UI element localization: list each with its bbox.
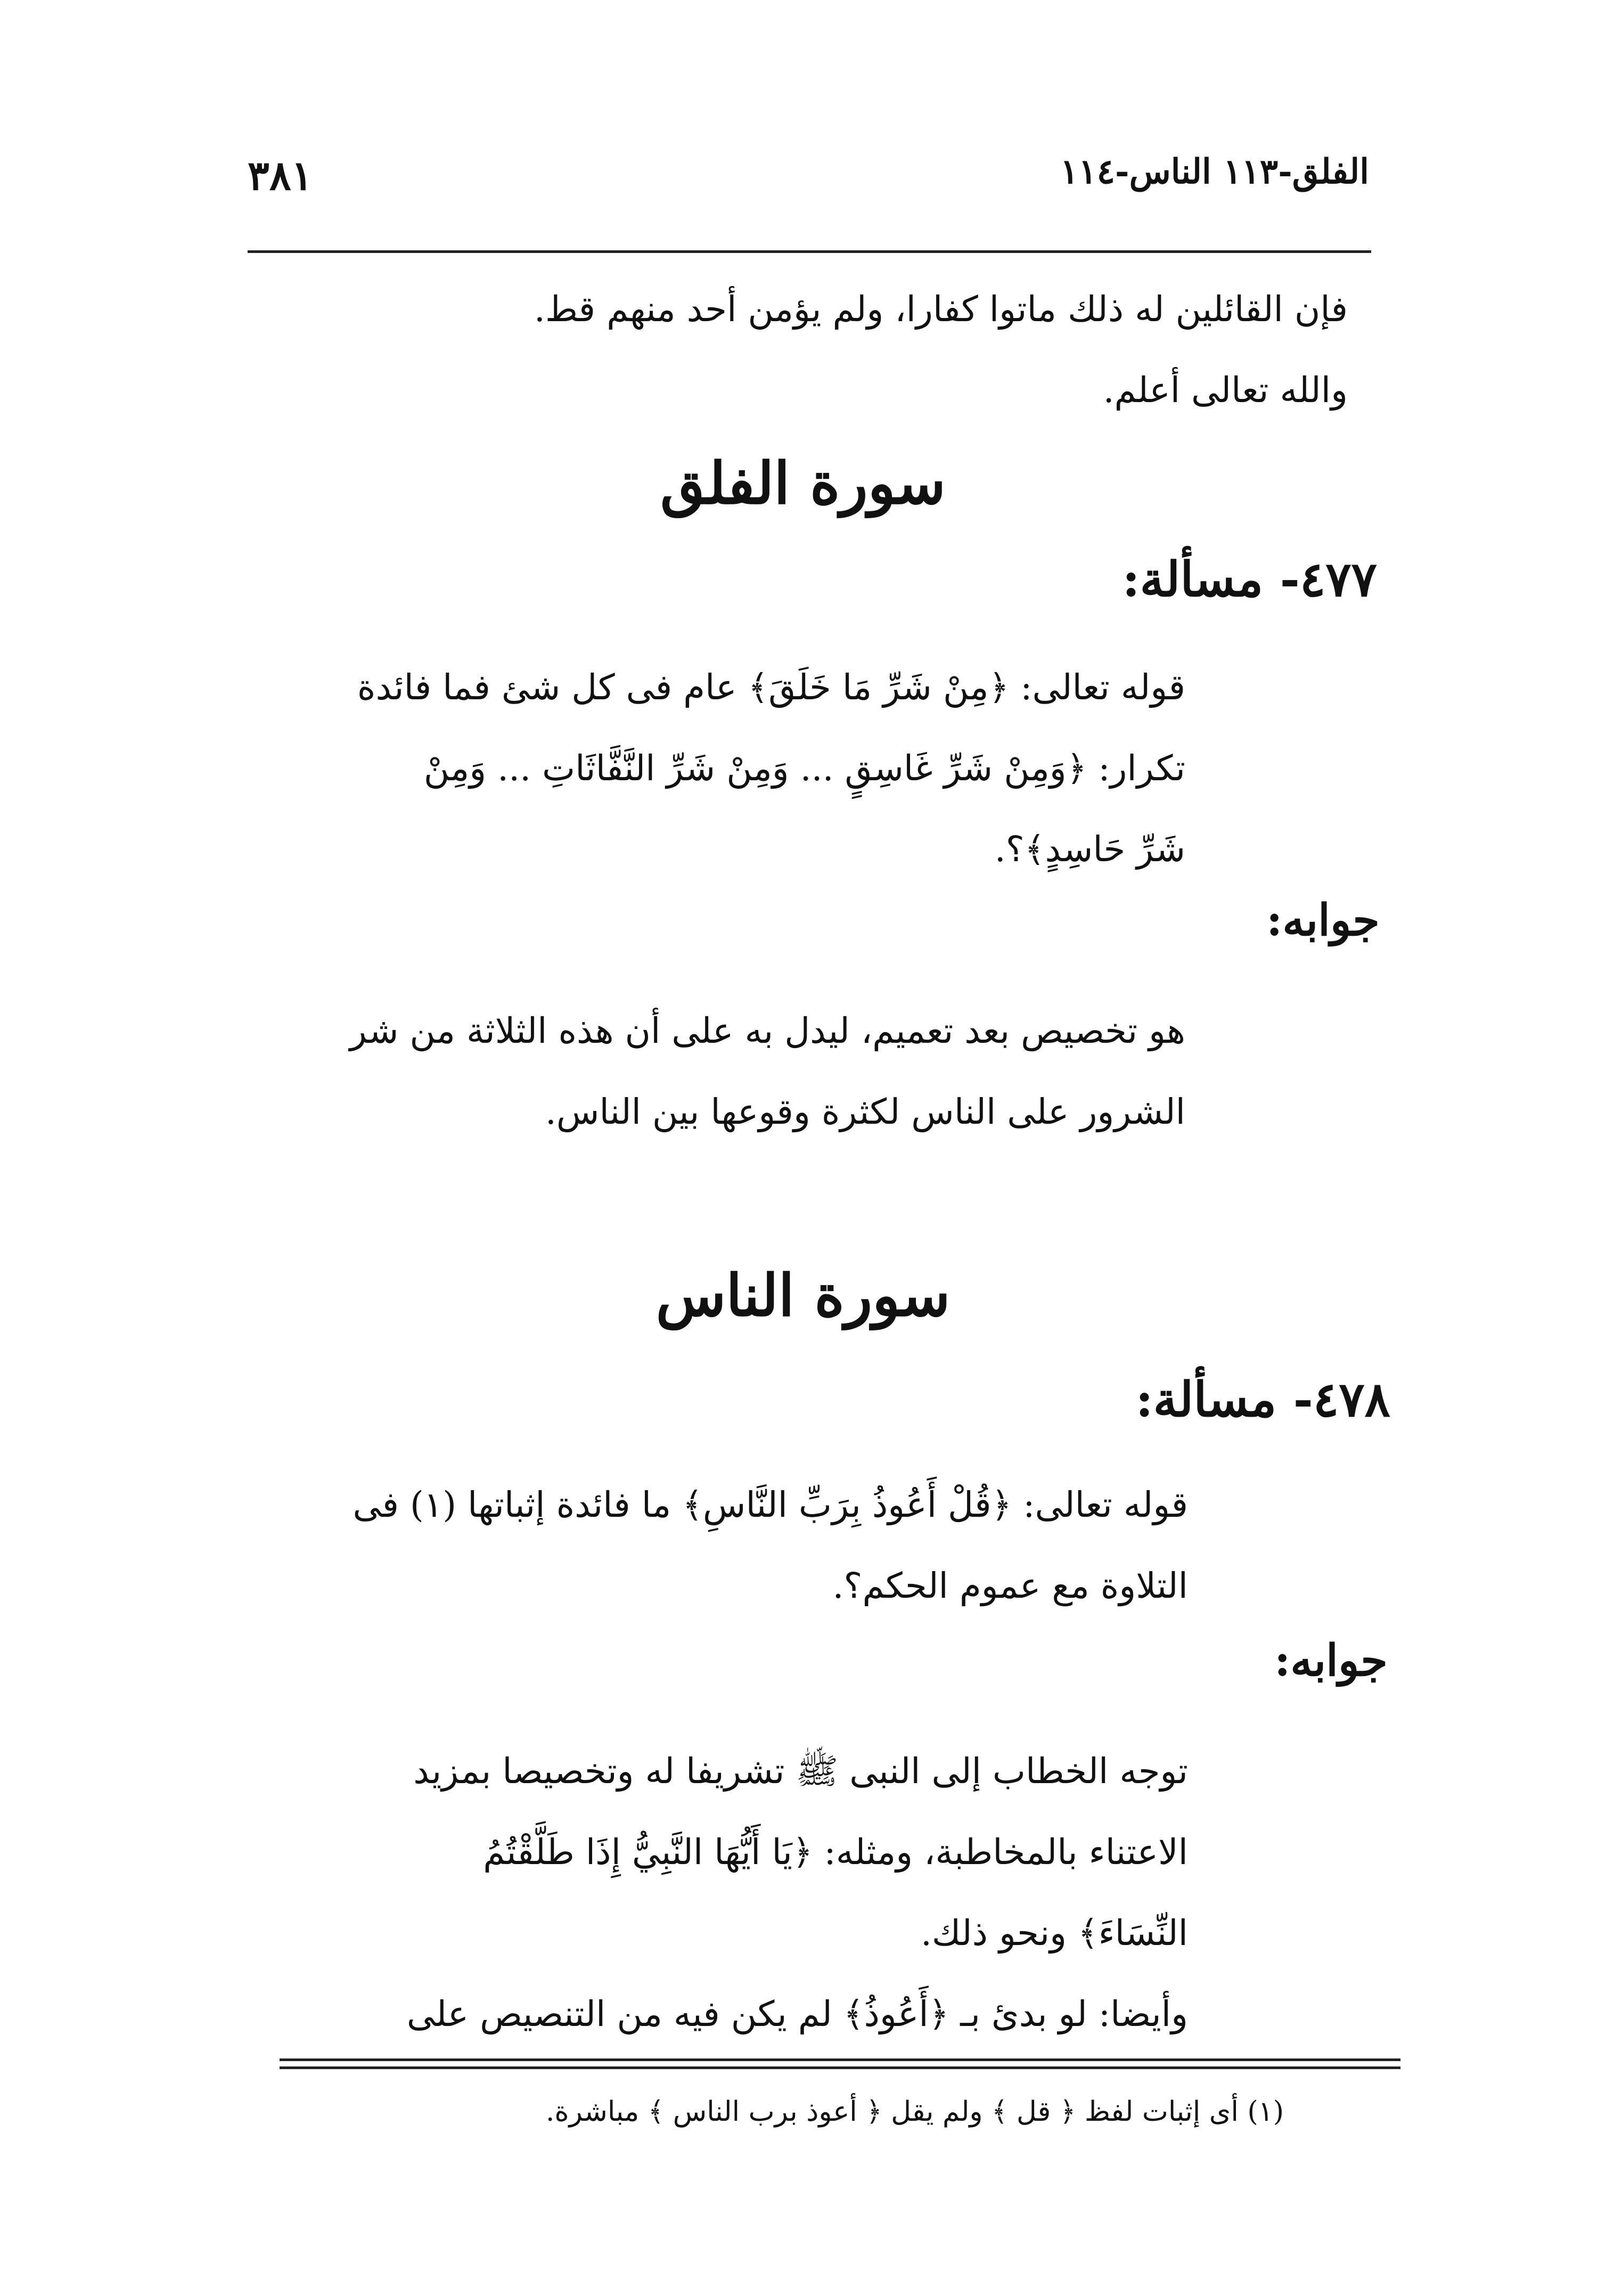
question-line: تكرار: ﴿وَمِنْ شَرِّ غَاسِقٍ ... وَمِنْ شَرِّ النَّفَّاثَاتِ ... وَمِنْ — [423, 748, 1185, 789]
question-line: قوله تعالى: ﴿قُلْ أَعُوذُ بِرَبِّ النَّاسِ﴾ ما فائدة إثباتها (١) فى — [353, 1484, 1188, 1525]
intro-line: فإن القائلين له ذلك ماتوا كفارا، ولم يؤمن أحد منهم قط. — [534, 289, 1348, 330]
question-line: قوله تعالى: ﴿مِنْ شَرِّ مَا خَلَقَ﴾ عام فى كل شئ فما فائدة — [357, 667, 1185, 708]
intro-line: والله تعالى أعلم. — [1103, 370, 1348, 411]
question-line: شَرِّ حَاسِدٍ﴾؟. — [994, 829, 1185, 870]
answer-paragraph-478 — [230, 1731, 1188, 2055]
answer-line: توجه الخطاب إلى النبى ﷺ تشريفا له وتخصيصا بمزيد — [413, 1751, 1188, 1792]
answer-line: الاعتناء بالمخاطبة، ومثله: ﴿يَا أَيُّهَا النَّبِيُّ إِذَا طَلَّقْتُمُ — [483, 1832, 1188, 1873]
surah-title-nas: سورة الناس — [655, 1262, 951, 1329]
answer-line: النِّسَاءَ﴾ ونحو ذلك. — [920, 1913, 1188, 1954]
continuation-line: وأيضا: لو بدئ بـ ﴿أَعُوذُ﴾ لم يكن فيه من التنصيص على — [406, 1993, 1188, 2034]
answer-line: الشرور على الناس لكثرة وقوعها بين الناس. — [545, 1091, 1185, 1132]
question-paragraph-478 — [230, 1465, 1188, 1627]
header-rule — [248, 250, 1371, 253]
running-header: الفلق-١١٣ الناس-١١٤ — [1060, 152, 1369, 192]
masala-heading-477: ٤٧٧- مسألة: — [1122, 551, 1377, 608]
question-paragraph-477 — [227, 647, 1185, 890]
answer-heading-478: جوابه: — [1274, 1635, 1388, 1686]
answer-line: هو تخصيص بعد تعميم، ليدل به على أن هذه الثلاثة من شر — [349, 1010, 1185, 1051]
masala-heading-478: ٤٧٨- مسألة: — [1135, 1371, 1390, 1428]
intro-paragraph — [248, 269, 1348, 431]
footnote-rule-top — [280, 2058, 1400, 2061]
question-line: التلاوة مع عموم الحكم؟. — [832, 1565, 1188, 1606]
surah-title-falaq: سورة الفلق — [660, 450, 946, 517]
footnote-rule-bottom — [280, 2066, 1400, 2069]
answer-heading-477: جوابه: — [1266, 895, 1380, 946]
page-number: ٣٨١ — [248, 152, 313, 199]
footnote: (١) أى إثبات لفظ ﴿ قل ﴾ ولم يقل ﴿ أعوذ برب الناس ﴾ مباشرة. — [545, 2096, 1284, 2128]
answer-paragraph-477 — [227, 991, 1185, 1153]
